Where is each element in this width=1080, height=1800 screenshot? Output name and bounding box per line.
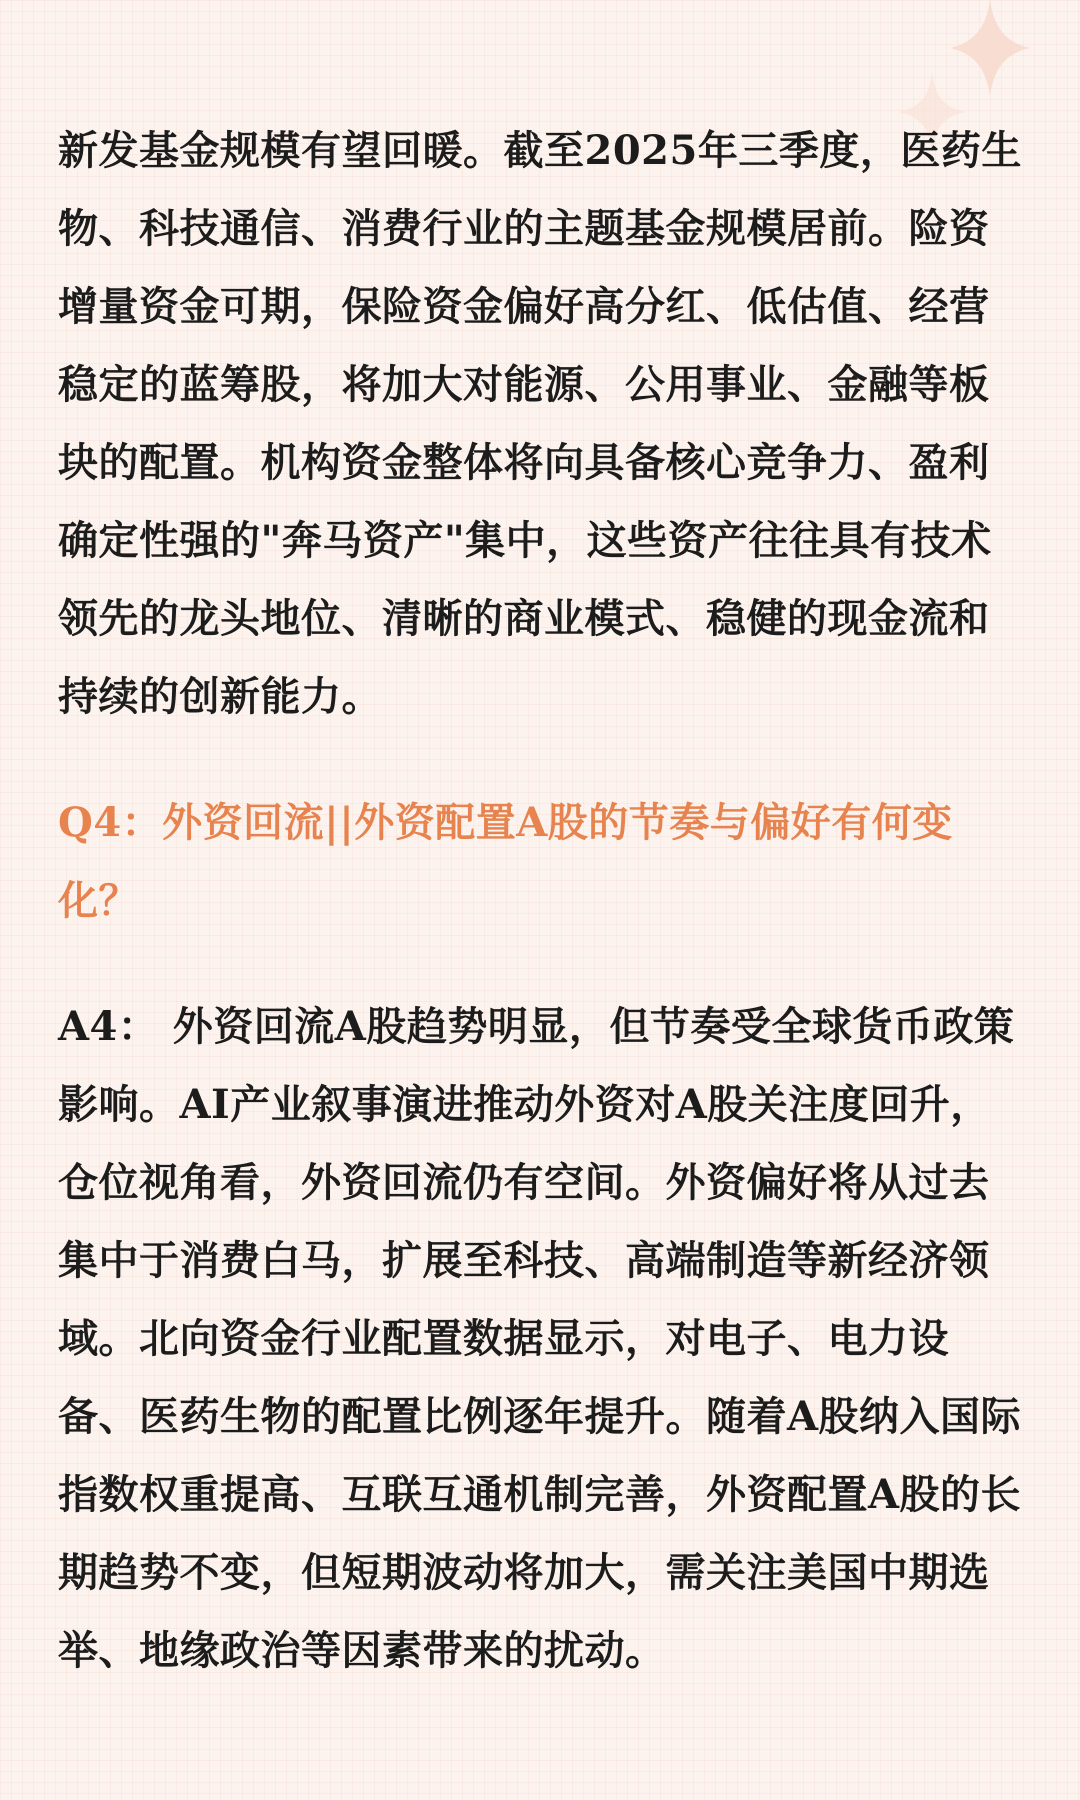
paragraph-institutional-funds: 新发基金规模有望回暖。截至2025年三季度，医药生物、科技通信、消费行业的主题基金规模居前。险资增量资金可期，保险资金偏好高分红、低估值、经营稳定的蓝筹股，将加大对能源、公用事业、金融等板块的配置。机构资金整体将向具备核心竞争力、盈利确定性强的"奔马资产"集中，这些资产往往具有技术领先的龙头地位、清晰的商业模式、稳健的现金流和持续的创新能力。 bbox=[58, 127, 1022, 720]
answer-4: A4： 外资回流A股趋势明显，但节奏受全球货币政策影响。AI产业叙事演进推动外资对A股关注度回升，仓位视角看，外资回流仍有空间。外资偏好将从过去集中于消费白马，扩展至科技、高端制造等新经济领域。北向资金行业配置数据显示，对电子、电力设备、医药生物的配置比例逐年提升。随着A股纳入国际指数权重提高、互联互通机制完善，外资配置A股的长期趋势不变，但短期波动将加大，需关注美国中期选举、地缘政治等因素带来的扰动。 bbox=[58, 1003, 1022, 1674]
article-body bbox=[58, 112, 1024, 1690]
question-4: Q4：外资回流||外资配置A股的节奏与偏好有何变化？ bbox=[58, 799, 953, 924]
